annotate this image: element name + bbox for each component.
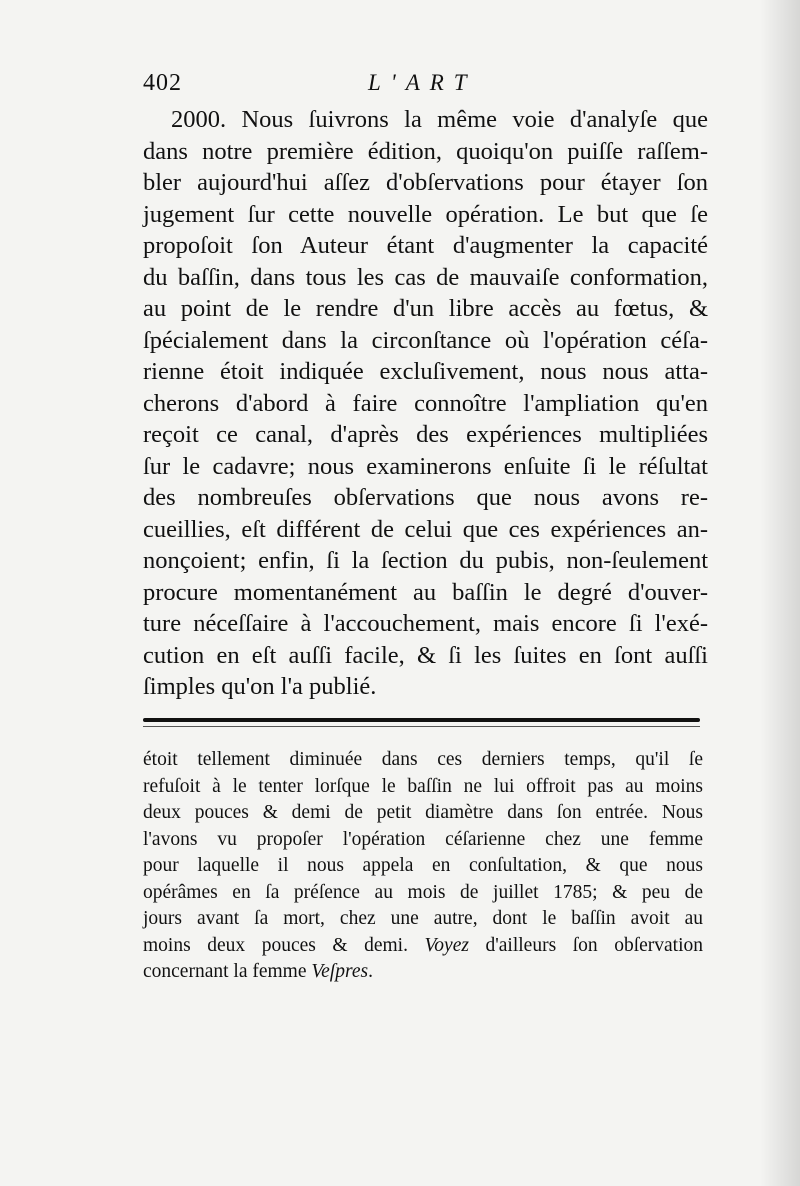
footnote-line: l'avons vu propoſer l'opération céſarienne chez une femme — [143, 828, 703, 850]
text-line: du baſſin, dans tous les cas de mauvaiſe conformation, — [143, 263, 708, 291]
footnote-separator-rule — [143, 718, 700, 722]
footnote-last-end: . — [368, 961, 373, 982]
text-line: bler aujourd'hui aſſez d'obſervations pour étayer ſon — [143, 169, 708, 196]
footnote-line: étoit tellement diminuée dans ces derniers temps, qu'il ſe — [143, 749, 703, 770]
footnote-patient-name: Veſpres — [311, 961, 369, 982]
footnote-separator-thin-rule — [143, 726, 700, 727]
footnote-last-start: concernant la femme — [143, 961, 312, 982]
footnote-line-with-reference — [143, 933, 703, 960]
voyez-reference-rest: d'ailleurs ſon obſervation — [468, 934, 704, 956]
footnote-line: pour laquelle il nous appela en conſultation, & que nous — [143, 855, 703, 876]
running-title: L'ART — [368, 70, 477, 95]
text-line: au point de le rendre d'un libre accès au fœtus, & — [143, 295, 708, 322]
text-line: des nombreuſes obſervations que nous avons re- — [143, 484, 708, 511]
text-line: reçoit ce canal, d'après des expériences multipliées — [143, 421, 708, 448]
text-line: cueillies, eſt différent de celui que ces expériences an- — [143, 515, 708, 543]
footnote-line: opérâmes en ſa préſence au mois de juillet 1785; & peu de — [143, 881, 703, 903]
page-header — [143, 70, 703, 100]
text-line: procure momentanément au baſſin le degré d'ouver- — [143, 578, 708, 606]
footnote — [143, 747, 703, 986]
footnote-line: jours avant ſa mort, chez une autre, dont le baſſin avoit au — [143, 908, 703, 929]
page-edge-shadow — [760, 0, 800, 1186]
text-line: 2000. Nous ſuivrons la même voie d'analyſe que — [171, 106, 708, 133]
voyez-reference: Voyez — [424, 934, 469, 956]
footnote-line-text: moins deux pouces & demi. — [143, 934, 408, 956]
text-line: ſpécialement dans la circonſtance où l'opération céſa- — [143, 326, 708, 354]
text-line: nonçoient; enfin, ſi la ſection du pubis, non-ſeulement — [143, 547, 708, 574]
text-line: dans notre première édition, quoiqu'on puiſſe raſſem- — [143, 137, 708, 165]
text-line: ſimples qu'on l'a publié. — [143, 673, 377, 700]
page-number: 402 — [143, 70, 182, 96]
text-line: ſur le cadavre; nous examinerons enſuite ſi le réſultat — [143, 452, 708, 480]
text-line: cherons d'abord à faire connoître l'ampliation qu'en — [143, 389, 708, 417]
text-line: propoſoit ſon Auteur étant d'augmenter la capacité — [143, 232, 708, 259]
text-line: cution en eſt auſſi facile, & ſi les ſuites en ſont auſſi — [143, 641, 708, 669]
main-paragraph — [143, 104, 708, 703]
footnote-line-last — [143, 959, 703, 986]
text-line: ture néceſſaire à l'accouchement, mais encore ſi l'exé- — [143, 610, 708, 637]
footnote-line: deux pouces & demi de petit diamètre dans ſon entrée. Nous — [143, 802, 703, 823]
text-line: rienne étoit indiquée excluſivement, nous nous atta- — [143, 358, 708, 385]
footnote-line: refuſoit à le tenter lorſque le baſſin ne lui offroit pas au moins — [143, 775, 703, 797]
text-line: jugement ſur cette nouvelle opération. Le but que ſe — [143, 200, 708, 228]
